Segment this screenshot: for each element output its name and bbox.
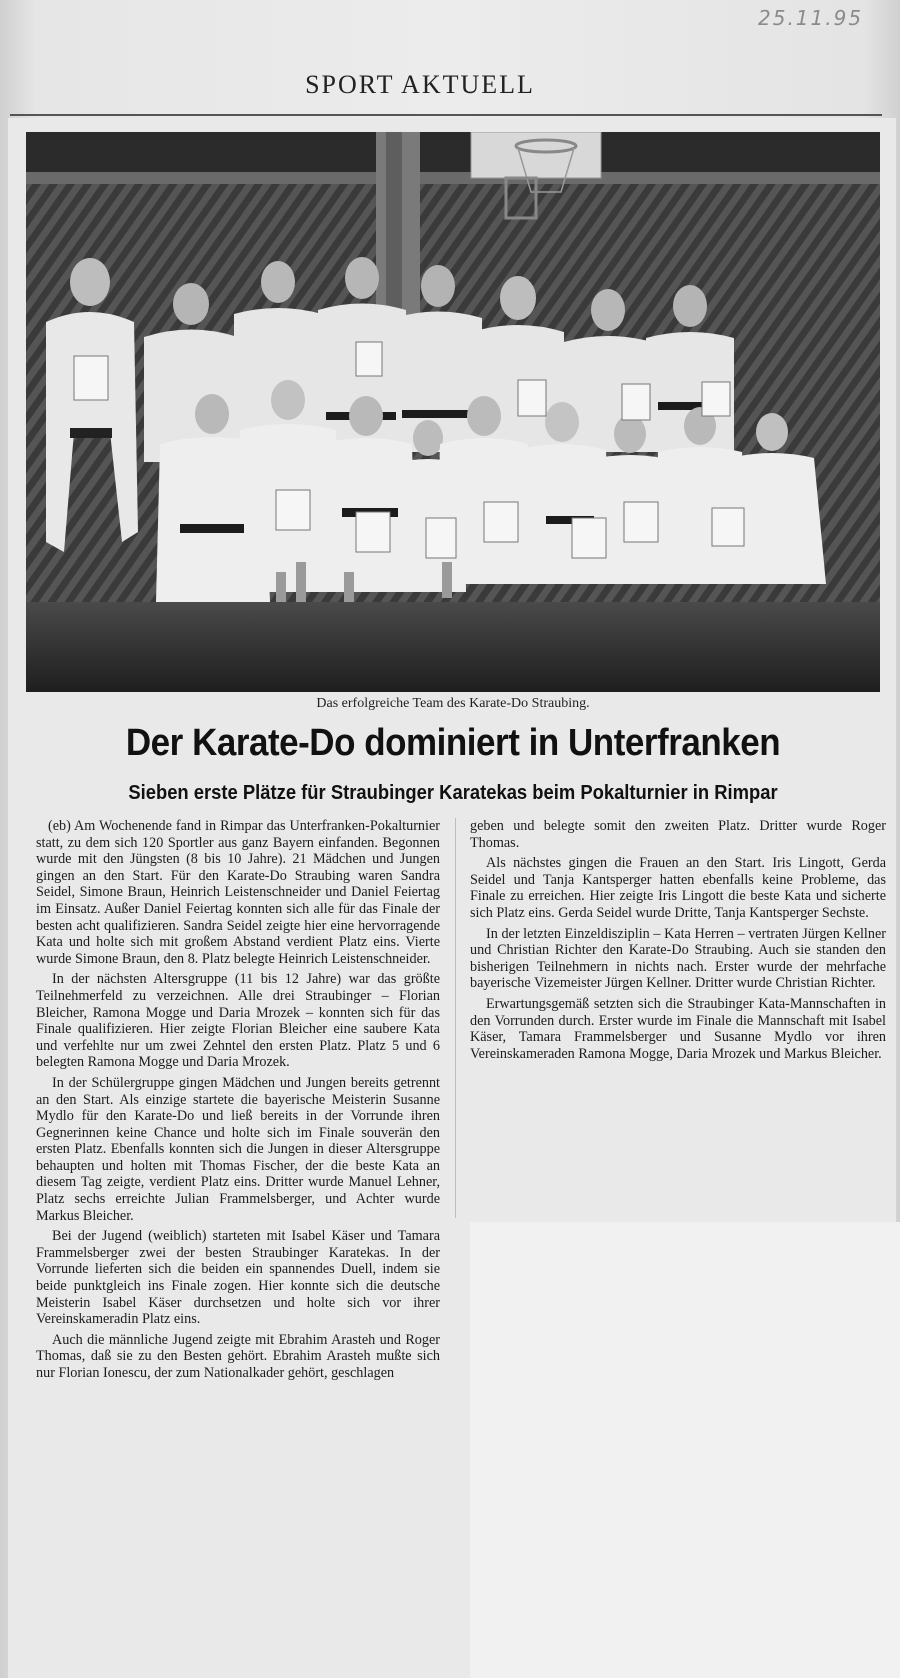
article-headline: Der Karate-Do dominiert in Unterfranken (125, 722, 781, 764)
article-column-left (36, 818, 440, 1678)
paragraph: geben und belegte somit den zweiten Platz. Dritter wurde Roger Thomas. (470, 818, 886, 851)
paragraph: In der letzten Einzeldisziplin – Kata Herren – vertraten Jürgen Kellner und Christian Richter den Karate-Do Straubing. Auch sie standen den bisherigen Teilnehmern in nichts nach. Erster wurde der mehrfache bayerische Vizemeister Jürgen Kellner. Dritter wurde Christian Richter. (470, 925, 886, 992)
article-column-right (470, 818, 886, 1214)
section-header: SPORT AKTUELL (305, 70, 535, 99)
paragraph: In der nächsten Altersgruppe (11 bis 12 Jahre) war das größte Teilnehmerfeld zu verzeichnen. Alle drei Straubinger – Florian Bleicher, Ramona Mogge und Daria Mrozek – konnten sich für das Finale qualifizieren. Hier zeigte Florian Bleicher eine saubere Kata und verfehlte nur um zwei Zehntel den ersten Platz. Platz 5 und 6 belegten Ramona Mogge und Daria Mrozek. (36, 971, 440, 1071)
column-divider (455, 818, 456, 1218)
paragraph: Erwartungsgemäß setzten sich die Straubinger Kata-Mannschaften in den Vorrunden durch. Erster wurde im Finale die Mannschaft mit Isabel Käser, Tamara Frammelsberger und Susanne Mydlo vor ihren Vereinskameraden Ramona Mogge, Daria Mrozek und Markus Bleicher. (470, 995, 886, 1062)
team-photo (26, 132, 880, 692)
photo-caption: Das erfolgreiche Team des Karate-Do Straubing. (316, 696, 590, 711)
paragraph: In der Schülergruppe gingen Mädchen und Jungen bereits getrennt an den Start. Als einzige startete die bayerische Meisterin Susanne Mydlo für den Karate-Do und ließ bereits in der Vorrunde ihren Gegnerinnen keine Chance und holte sich im Finale souverän den ersten Platz. Ebenfalls konnten sich die Jungen in dieser Altersgruppe behaupten und holten mit Thomas Fischer, der die beste Kata an diesem Tag zeigte, verdient Platz eins. Dritter wurde Manuel Lehner, Platz sechs erreichte Julian Frammelsberger, und Achter wurde Markus Bleicher. (36, 1074, 440, 1224)
paragraph: Bei der Jugend (weiblich) starteten mit Isabel Käser und Tamara Frammelsberger zwei der besten Straubinger Karatekas. In der Vorrunde lieferten sich die beiden ein spannendes Duell, indem sie beide punktgleich ins Finale zogen. Hier konnte sich die deutsche Meisterin Isabel Käser durchsetzen und holte sich vor ihrer Vereinskameradin Platz eins. (36, 1228, 440, 1328)
team-photo-image (26, 132, 880, 692)
paragraph: Auch die männliche Jugend zeigte mit Ebrahim Arasteh und Roger Thomas, daß sie zu den Besten gehört. Ebrahim Arasteh mußte sich nur Florian Ionescu, der zum Nationalkader gehört, geschlagen (36, 1331, 440, 1381)
blank-paper-area (470, 1222, 900, 1678)
paragraph: Als nächstes gingen die Frauen an den Start. Iris Lingott, Gerda Seidel und Tanja Kantsperger hatten ebenfalls keine Probleme, das Finale zu erreichen. Hier zeigte Iris Lingott die beste Kata und sicherte sich Platz eins. Gerda Seidel wurde Dritte, Tanja Kantsperger Sechste. (470, 855, 886, 921)
article-subheadline: Sieben erste Plätze für Straubinger Karatekas beim Pokalturnier in Rimpar (128, 782, 778, 804)
handwritten-date: 25.11.95 (758, 6, 864, 30)
header-rule (10, 114, 882, 116)
paragraph: (eb) Am Wochenende fand in Rimpar das Unterfranken-Pokalturnier statt, zu dem sich 120 Sportler aus ganz Bayern einfanden. Begonnen wurde mit den Jüngsten (8 bis 10 Jahre). 21 Mädchen und Jungen gingen an den Start. Für den Karate-Do Straubing waren Sandra Seidel, Simone Braun, Heinrich Leistenschneider und Daniel Feiertag im Einsatz. Außer Daniel Feiertag konnten sich alle für das Finale der besten acht qualifizieren. Sandra Seidel zeigte hier eine hervorragende Kata und holte sich mit großem Abstand verdient Platz eins. Vierte wurde Simone Braun, den 8. Platz belegte Heinrich Leistenschneider. (36, 818, 440, 967)
